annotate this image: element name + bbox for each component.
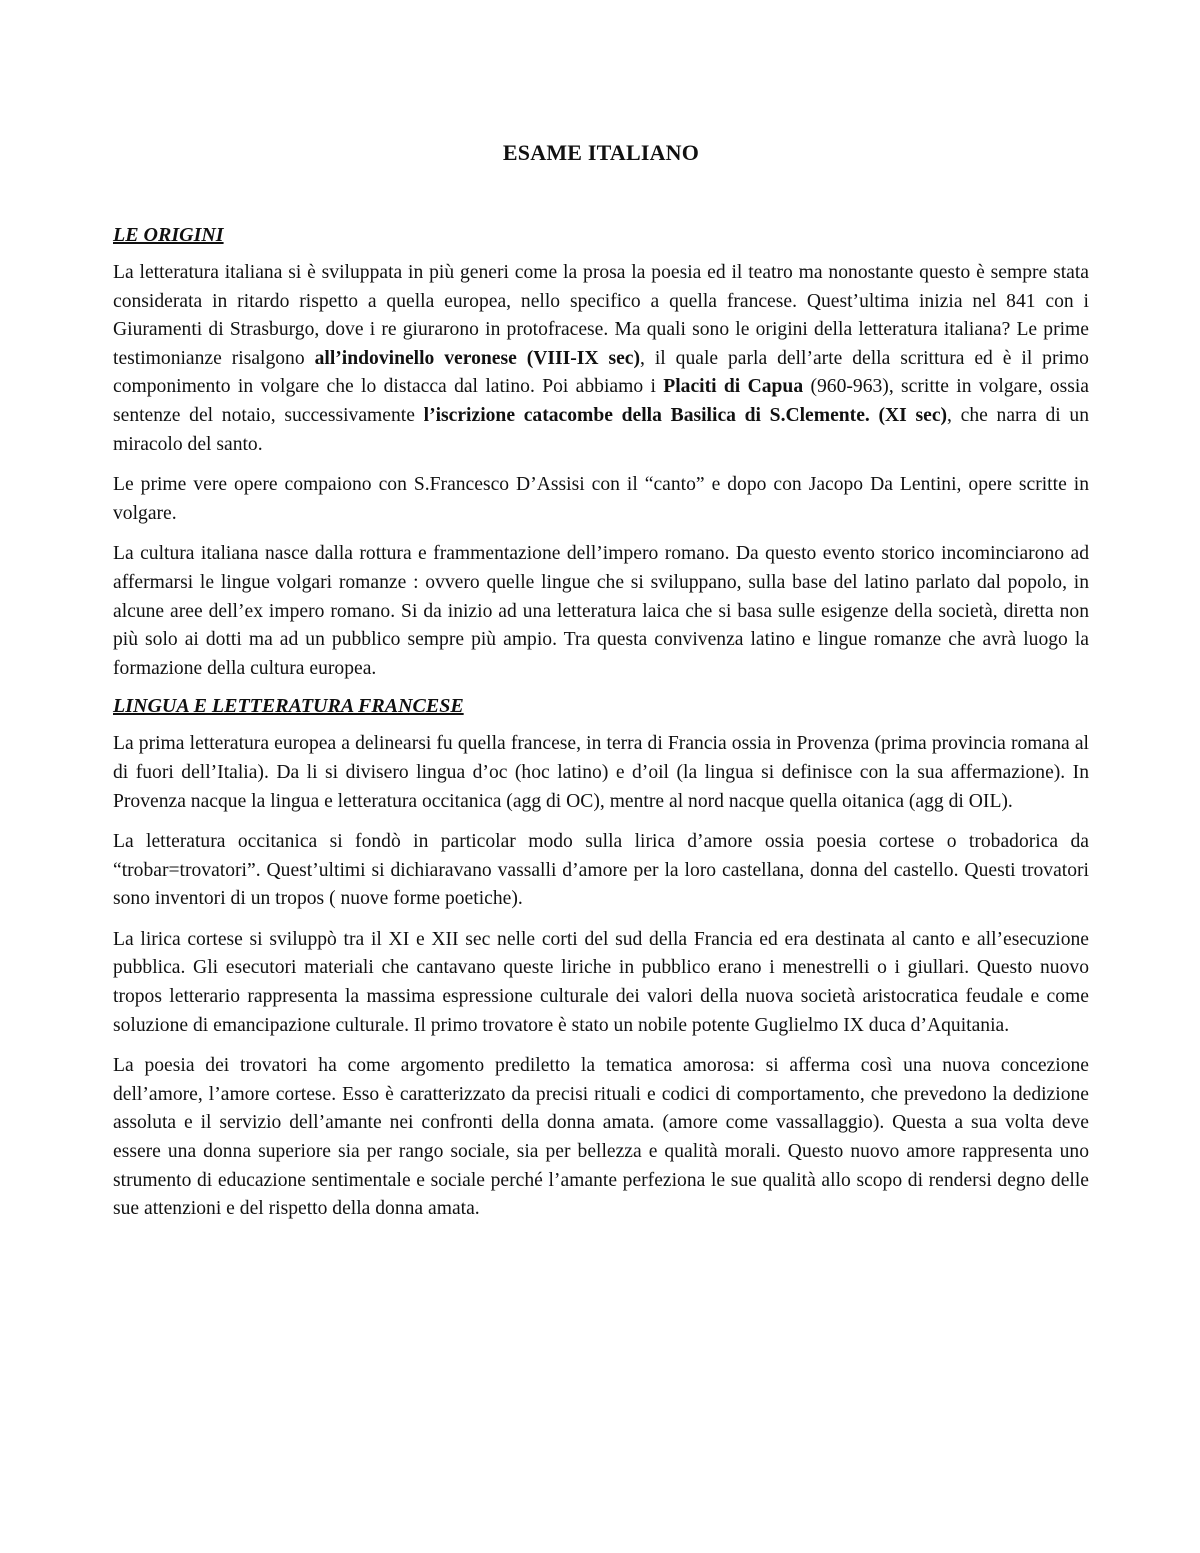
paragraph <box>113 471 1089 528</box>
paragraph <box>113 1052 1089 1224</box>
paragraph <box>113 828 1089 914</box>
text-run <box>870 405 879 426</box>
document-body <box>113 224 1089 1224</box>
bold-text-run: all’indovinello veronese (VIII-IX sec) <box>314 347 641 369</box>
text-run: La poesia dei trovatori ha come argomento prediletto la tematica amorosa: si afferma così una nuova concezione dell’amore, l’amore cortese. Esso è caratterizzato da precisi rituali e codici di comportamento, che prevedono la dedizione assoluta e il servizio dell’amante nei confronti della donna amata. (amore come vassallaggio). Questa a sua volta deve essere una donna superiore sia per rango sociale, sia per bellezza e qualità morali. Questo nuovo amore rappresenta uno strumento di educazione sentimentale e sociale perché l’amante perfeziona le sue qualità allo scopo di rendersi degno delle sue attenzioni e del rispetto della donna amata. <box>113 1055 1089 1220</box>
document-page <box>113 140 1089 1236</box>
section-2 <box>113 695 1089 1224</box>
section-1 <box>113 224 1089 683</box>
text-run: La lirica cortese si sviluppò tra il XI e XII sec nelle corti del sud della Francia ed era destinata al canto e all’esecuzione pubblica. Gli esecutori materiali che cantavano queste liriche in pubblico erano i menestrelli o i giullari. Questo nuovo tropos letterario rappresenta la massima espressione culturale dei valori della nuova società aristocratica feudale e come soluzione di emancipazione culturale. Il primo trovatore è stato un nobile potente Guglielmo IX duca d’Aquitania. <box>113 928 1089 1036</box>
text-run: La letteratura italiana si è sviluppata in più generi come la prosa la poesia ed il teatro ma nonostante questo è sempre stata considerata in ritardo rispetto a quella europea, nello specifico a quella francese. Quest’ultima inizia nel 841 con i Giuramenti di Strasburgo, dove i re giurarono in protofracese. Ma quali sono le origini della letteratura italiana? Le prime testimonianze risalgono <box>113 262 1089 369</box>
section-heading: LINGUA E LETTERATURA FRANCESE <box>113 695 464 718</box>
document-title: ESAME ITALIANO <box>502 140 700 165</box>
paragraph <box>113 926 1089 1040</box>
text-run: , che narra di un miracolo del santo. <box>113 404 1089 455</box>
paragraph <box>113 730 1089 816</box>
section-heading: LE ORIGINI <box>113 224 224 246</box>
paragraph <box>113 259 1089 459</box>
text-run: Le prime vere opere compaiono con S.Francesco D’Assisi con il “canto” e dopo con Jacopo Da Lentini, opere scritte in volgare. <box>113 474 1089 524</box>
bold-text-run: l’iscrizione catacombe della Basilica di S.Clemente. <box>423 404 870 426</box>
bold-text-run: (XI sec) <box>878 404 948 426</box>
text-run: La letteratura occitanica si fondò in particolar modo sulla lirica d’amore ossia poesia cortese o trobadorica da “trobar=trovatori”. Quest’ultimi si dichiaravano vassalli d’amore per la loro castellana, donna del castello. Questi trovatori sono inventori di un tropos ( nuove forme poetiche). <box>113 831 1089 910</box>
bold-text-run: Placiti di Capua <box>663 376 804 398</box>
text-run: La prima letteratura europea a delinearsi fu quella francese, in terra di Francia ossia in Provenza (prima provincia romana al di fuori dell’Italia). Da li si divisero lingua d’oc (hoc latino) e d’oil (la lingua si definisce con la sua affermazione). In Provenza nacque la lingua e letteratura occitanica (agg di OC), mentre al nord nacque quella oitanica (agg di OIL). <box>113 733 1089 812</box>
text-run: La cultura italiana nasce dalla rottura e frammentazione dell’impero romano. Da questo evento storico incominciarono ad affermarsi le lingue volgari romanze : ovvero quelle lingue che si sviluppano, sulla base del latino parlato dal popolo, in alcune aree dell’ex impero romano. Si da inizio ad una letteratura laica che si basa sulle esigenze della società, diretta non più solo ai dotti ma ad un pubblico sempre più ampio. Tra questa convivenza latino e lingue romanze che avrà luogo la formazione della cultura europea. <box>113 543 1089 679</box>
paragraph <box>113 540 1089 683</box>
text-run: , il quale parla dell’arte della scrittura ed è il primo componimento in volgare che lo distacca dal latino. Poi abbiamo i <box>113 347 1089 398</box>
text-run: (960-963), scritte in volgare, ossia sentenze del notaio, successivamente <box>113 376 1089 426</box>
